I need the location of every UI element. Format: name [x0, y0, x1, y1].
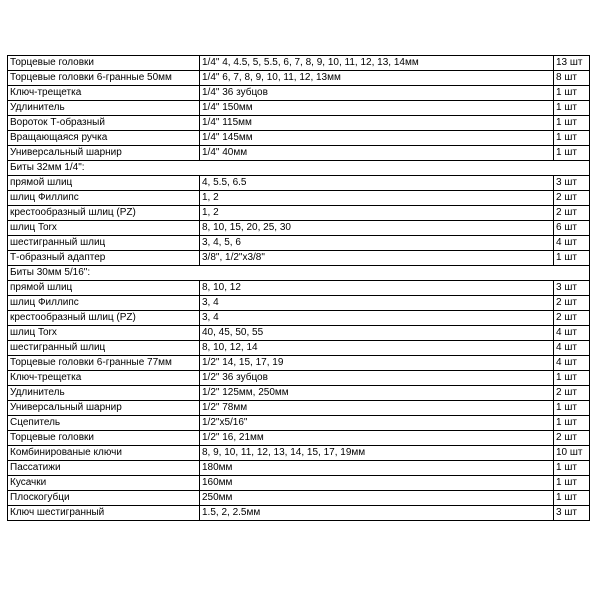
table-row — [8, 506, 590, 521]
item-qty-cell: 2 шт — [554, 311, 590, 326]
item-spec-cell: 8, 10, 15, 20, 25, 30 — [200, 221, 554, 236]
item-qty-cell: 1 шт — [554, 401, 590, 416]
item-spec-cell: 8, 10, 12 — [200, 281, 554, 296]
item-name-cell: Ключ шестигранный — [8, 506, 200, 521]
table-row — [8, 146, 590, 161]
item-name-cell: Сцепитель — [8, 416, 200, 431]
item-name-cell: Кусачки — [8, 476, 200, 491]
table-row — [8, 101, 590, 116]
item-qty-cell: 13 шт — [554, 56, 590, 71]
item-spec-cell: 1/4" 115мм — [200, 116, 554, 131]
item-spec-cell: 1, 2 — [200, 206, 554, 221]
item-name-cell: Удлинитель — [8, 101, 200, 116]
section-row — [8, 161, 590, 176]
section-row — [8, 266, 590, 281]
item-spec-cell: 40, 45, 50, 55 — [200, 326, 554, 341]
item-spec-cell: 160мм — [200, 476, 554, 491]
item-name-cell: Ключ-трещетка — [8, 371, 200, 386]
table-row — [8, 56, 590, 71]
table-row — [8, 251, 590, 266]
item-spec-cell: 1/4" 6, 7, 8, 9, 10, 11, 12, 13мм — [200, 71, 554, 86]
table-row — [8, 281, 590, 296]
item-spec-cell: 1/4" 40мм — [200, 146, 554, 161]
table-row — [8, 206, 590, 221]
item-name-cell: Т-образный адаптер — [8, 251, 200, 266]
item-qty-cell: 1 шт — [554, 116, 590, 131]
table-row — [8, 86, 590, 101]
item-name-cell: шлиц Филлипс — [8, 296, 200, 311]
item-spec-cell: 1/2"х5/16" — [200, 416, 554, 431]
item-qty-cell: 1 шт — [554, 371, 590, 386]
item-qty-cell: 3 шт — [554, 281, 590, 296]
item-name-cell: Биты 30мм 5/16": — [8, 266, 200, 281]
item-qty-cell: 1 шт — [554, 131, 590, 146]
tool-set-table — [7, 55, 590, 521]
table-row — [8, 236, 590, 251]
table-row — [8, 221, 590, 236]
item-qty-cell: 1 шт — [554, 476, 590, 491]
table-row — [8, 296, 590, 311]
item-spec-cell: 3/8", 1/2"х3/8" — [200, 251, 554, 266]
item-name-cell: Комбинированые ключи — [8, 446, 200, 461]
item-spec-cell: 1/2" 16, 21мм — [200, 431, 554, 446]
item-qty-cell: 2 шт — [554, 386, 590, 401]
table-row — [8, 131, 590, 146]
table-row — [8, 311, 590, 326]
item-name-cell: прямой шлиц — [8, 281, 200, 296]
item-name-cell: Вороток Т-образный — [8, 116, 200, 131]
table-row — [8, 326, 590, 341]
item-spec-cell: 8, 10, 12, 14 — [200, 341, 554, 356]
item-qty-cell: 6 шт — [554, 221, 590, 236]
item-name-cell: Торцевые головки — [8, 431, 200, 446]
table-row — [8, 71, 590, 86]
item-qty-cell: 1 шт — [554, 461, 590, 476]
item-name-cell: Торцевые головки 6-гранные 77мм — [8, 356, 200, 371]
item-qty-cell: 2 шт — [554, 191, 590, 206]
item-name-cell: Вращающаяся ручка — [8, 131, 200, 146]
table-row — [8, 176, 590, 191]
item-spec-cell: 3, 4 — [200, 296, 554, 311]
item-qty-cell: 1 шт — [554, 101, 590, 116]
item-spec-cell: 1.5, 2, 2.5мм — [200, 506, 554, 521]
item-name-cell: шлиц Torx — [8, 326, 200, 341]
item-qty-cell: 1 шт — [554, 86, 590, 101]
item-name-cell: Пассатижи — [8, 461, 200, 476]
item-name-cell: Биты 32мм 1/4": — [8, 161, 200, 176]
table-row — [8, 476, 590, 491]
item-qty-cell: 2 шт — [554, 431, 590, 446]
item-qty-cell: 1 шт — [554, 251, 590, 266]
item-spec-cell: 4, 5.5, 6.5 — [200, 176, 554, 191]
item-qty-cell: 4 шт — [554, 236, 590, 251]
item-name-cell: Торцевые головки 6-гранные 50мм — [8, 71, 200, 86]
item-qty-cell: 4 шт — [554, 326, 590, 341]
table-row — [8, 401, 590, 416]
item-qty-cell: 3 шт — [554, 176, 590, 191]
item-spec-cell: 1/4" 4, 4.5, 5, 5.5, 6, 7, 8, 9, 10, 11, 12, 13, 14мм — [200, 56, 554, 71]
item-qty-cell: 1 шт — [554, 491, 590, 506]
table-row — [8, 341, 590, 356]
item-name-cell: Удлинитель — [8, 386, 200, 401]
item-name-cell: крестообразный шлиц (PZ) — [8, 206, 200, 221]
item-qty-cell — [554, 161, 590, 176]
item-qty-cell: 10 шт — [554, 446, 590, 461]
item-qty-cell: 8 шт — [554, 71, 590, 86]
item-name-cell: Универсальный шарнир — [8, 401, 200, 416]
item-spec-cell — [200, 266, 554, 281]
item-name-cell: шестигранный шлиц — [8, 341, 200, 356]
item-spec-cell: 1/2" 14, 15, 17, 19 — [200, 356, 554, 371]
table-row — [8, 416, 590, 431]
table-row — [8, 446, 590, 461]
item-spec-cell: 8, 9, 10, 11, 12, 13, 14, 15, 17, 19мм — [200, 446, 554, 461]
item-spec-cell — [200, 161, 554, 176]
table-row — [8, 191, 590, 206]
item-spec-cell: 1/2" 125мм, 250мм — [200, 386, 554, 401]
table-row — [8, 431, 590, 446]
item-spec-cell: 3, 4, 5, 6 — [200, 236, 554, 251]
table-row — [8, 356, 590, 371]
table-row — [8, 371, 590, 386]
item-qty-cell: 4 шт — [554, 356, 590, 371]
item-name-cell: крестообразный шлиц (PZ) — [8, 311, 200, 326]
item-spec-cell: 1/4" 36 зубцов — [200, 86, 554, 101]
item-spec-cell: 1, 2 — [200, 191, 554, 206]
item-name-cell: шлиц Филлипс — [8, 191, 200, 206]
item-qty-cell: 3 шт — [554, 506, 590, 521]
item-name-cell: Универсальный шарнир — [8, 146, 200, 161]
item-spec-cell: 250мм — [200, 491, 554, 506]
item-qty-cell: 4 шт — [554, 341, 590, 356]
item-spec-cell: 180мм — [200, 461, 554, 476]
item-name-cell: шестигранный шлиц — [8, 236, 200, 251]
table-row — [8, 461, 590, 476]
item-spec-cell: 1/4" 145мм — [200, 131, 554, 146]
item-spec-cell: 1/4" 150мм — [200, 101, 554, 116]
item-qty-cell: 2 шт — [554, 296, 590, 311]
item-spec-cell: 3, 4 — [200, 311, 554, 326]
item-name-cell: прямой шлиц — [8, 176, 200, 191]
item-name-cell: Плоскогубци — [8, 491, 200, 506]
item-name-cell: Торцевые головки — [8, 56, 200, 71]
item-qty-cell: 2 шт — [554, 206, 590, 221]
item-qty-cell: 1 шт — [554, 416, 590, 431]
item-name-cell: Ключ-трещетка — [8, 86, 200, 101]
table-row — [8, 491, 590, 506]
item-spec-cell: 1/2" 36 зубцов — [200, 371, 554, 386]
item-name-cell: шлиц Torx — [8, 221, 200, 236]
table-row — [8, 386, 590, 401]
item-spec-cell: 1/2" 78мм — [200, 401, 554, 416]
table-row — [8, 116, 590, 131]
item-qty-cell: 1 шт — [554, 146, 590, 161]
item-qty-cell — [554, 266, 590, 281]
